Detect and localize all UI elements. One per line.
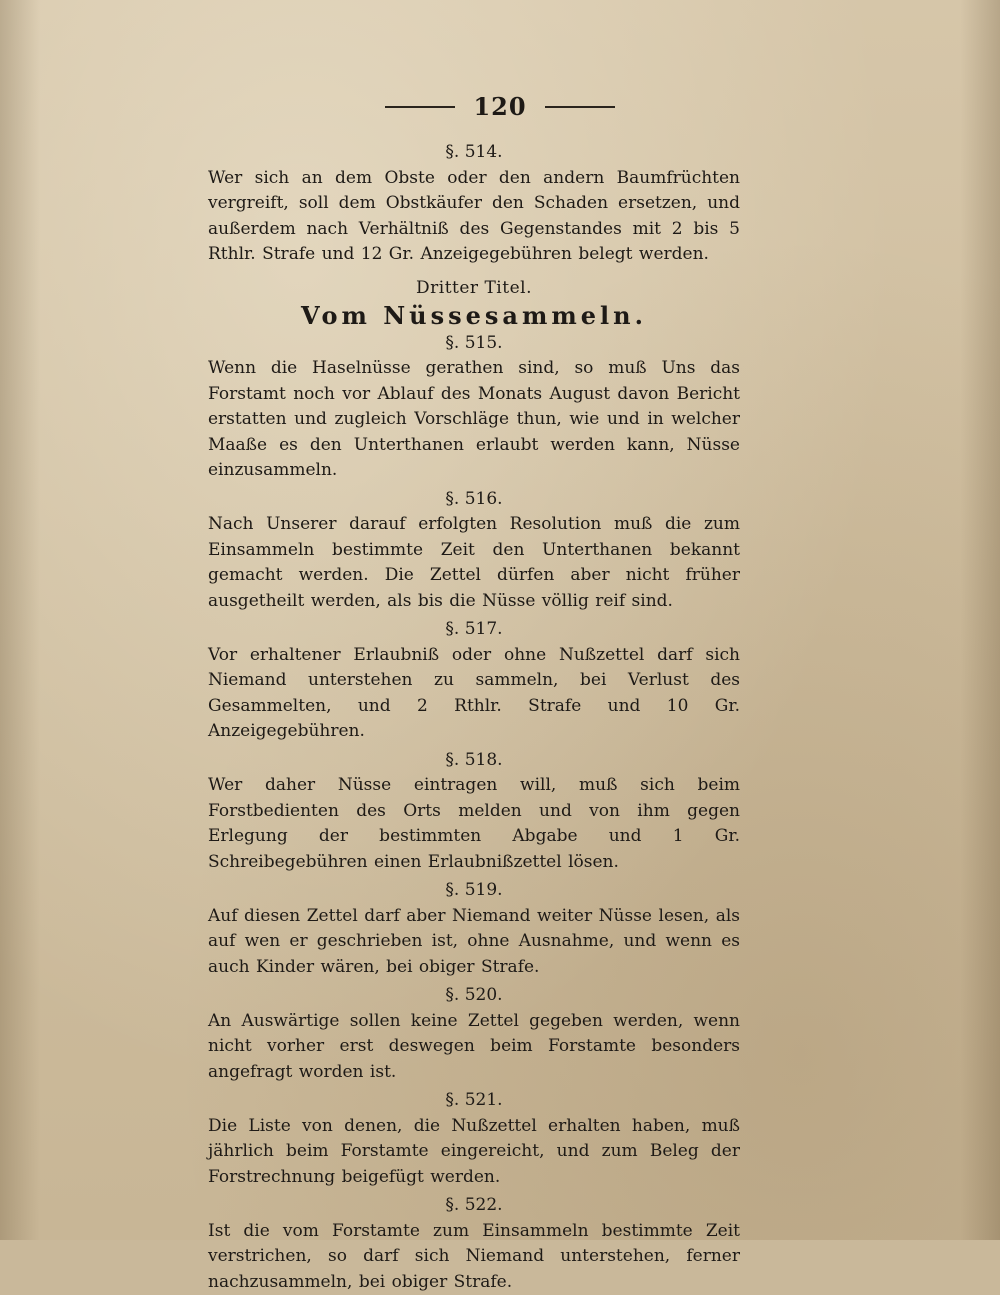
section-heading-515: §. 515. — [208, 331, 740, 357]
section-heading-517: §. 517. — [208, 617, 740, 643]
page-number: 120 — [473, 92, 526, 121]
section-text-522: Ist die vom Forstamte zum Einsammeln bestimmte Zeit verstrichen, so darf sich Niemand unterstehen, ferner nachzusammeln, bei obiger Strafe. — [208, 1219, 740, 1295]
section-text-518: Wer daher Nüsse eintragen will, muß sich beim Forstbedienten des Orts melden und von ihm gegen Erlegung der bestimmten Abgabe und 1 Gr. Schreibegebühren einen Erlaubnißzettel lösen. — [208, 773, 740, 875]
body-text — [208, 140, 740, 1295]
section-heading-519: §. 519. — [208, 878, 740, 904]
section-text-521: Die Liste von denen, die Nußzettel erhalten haben, muß jährlich beim Forstamte eingereicht, und zum Beleg der Forstrechnung beigefügt werden. — [208, 1114, 740, 1191]
section-heading-514: §. 514. — [208, 140, 740, 166]
section-text-519: Auf diesen Zettel darf aber Niemand weiter Nüsse lesen, als auf wen er geschrieben ist, ohne Ausnahme, und wenn es auch Kinder wären, bei obiger Strafe. — [208, 904, 740, 981]
section-heading-516: §. 516. — [208, 487, 740, 513]
page-edge-shadow-left — [0, 0, 40, 1240]
section-heading-521: §. 521. — [208, 1088, 740, 1114]
section-text-514: Wer sich an dem Obste oder den andern Baumfrüchten vergreift, soll dem Obstkäufer den Schaden ersetzen, und außerdem nach Verhältniß des Gegenstandes mit 2 bis 5 Rthlr. Strafe und 12 Gr. Anzeigegebühren belegt werden. — [208, 166, 740, 268]
page-edge-shadow-right — [960, 0, 1000, 1240]
chapter-label: Dritter Titel. — [208, 276, 740, 302]
chapter-title: Vom Nüssesammeln. — [208, 303, 740, 329]
header-rule-right — [545, 106, 615, 108]
section-text-515: Wenn die Haselnüsse gerathen sind, so muß Uns das Forstamt noch vor Ablauf des Monats August davon Bericht erstatten und zugleich Vorschläge thun, wie und in welcher Maaße es den Unterthanen erlaubt werden kann, Nüsse einzusammeln. — [208, 356, 740, 484]
section-heading-518: §. 518. — [208, 748, 740, 774]
section-heading-520: §. 520. — [208, 983, 740, 1009]
section-text-517: Vor erhaltener Erlaubniß oder ohne Nußzettel darf sich Niemand unterstehen zu sammeln, bei Verlust des Gesammelten, und 2 Rthlr. Strafe und 10 Gr. Anzeigegebühren. — [208, 643, 740, 745]
page-header — [0, 92, 1000, 121]
section-text-520: An Auswärtige sollen keine Zettel gegeben werden, wenn nicht vorher erst deswegen beim Forstamte besonders angefragt worden ist. — [208, 1009, 740, 1086]
section-heading-522: §. 522. — [208, 1193, 740, 1219]
header-rule-left — [385, 106, 455, 108]
section-text-516: Nach Unserer darauf erfolgten Resolution muß die zum Einsammeln bestimmte Zeit den Unterthanen bekannt gemacht werden. Die Zettel dürfen aber nicht früher ausgetheilt werden, als bis die Nüsse völlig reif sind. — [208, 512, 740, 614]
